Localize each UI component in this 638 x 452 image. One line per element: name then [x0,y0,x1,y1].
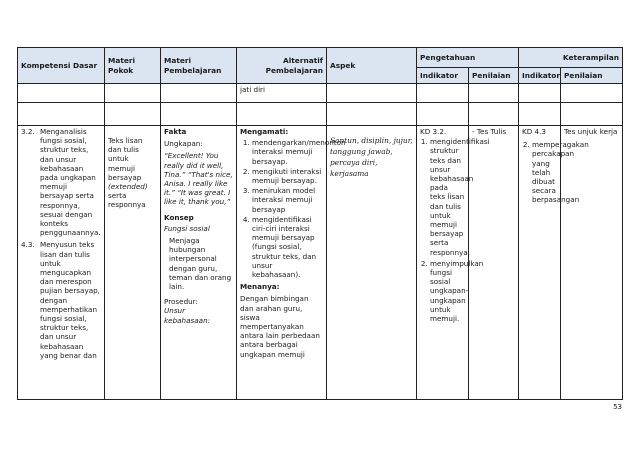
konsep-title: Konsep [164,212,194,222]
menanya-title: Menanya: [240,282,280,292]
list-item: 2. memperagakan percakapan yang telah dibuat secara berpasangan [532,140,557,204]
materi-pembelajaran-cell: Fakta Ungkapan: “Excellent! You really did it well, Tina.” “That's nice, Anisa. I really like it.” “It was great. I like it, thank you,” Konsep Fungsi sosial Menjaga hubungan interpersonal dengan guru, teman dan orang lain. Prosedur: Unsur kebahasaan: [161,126,237,400]
mengamati-title: Mengamati: [240,127,289,136]
list-item: 1. mendengarkan/menonton interaksi memuji bersayap. [252,138,323,166]
aspek-handwritten: Santun, disiplin, jujur, tanggung jawab, percaya diri, kerjasama [330,136,413,178]
header-materi-pembelajaran: Materi Pembelajaran [161,48,237,84]
header-alternatif: Alternatif Pembelajaran [237,48,327,84]
list-item: 3. menirukan model interaksi memuji bersayap [252,186,323,214]
alternatif-pembelajaran-cell: Mengamati: 1. mendengarkan/menonton interaksi memuji bersayap. 2. mengikuti interaksi memuji bersayap. 3. menirukan model interaksi memuji bersayap 4. mengidentifikasi ciri-ciri interaksi memuji bersayap (fungsi sosial, struktur teks, dan unsur kebahasaan). Menanya: Dengan bimbingan dan arahan guru, siswa mempertanyakan antara lain perbedaan antara berbagai ungkapan memuji [237,126,327,400]
rpp-table [17,47,623,400]
header-penilaian: Penilaian [469,68,519,84]
header-keterampilan: Keterampilan [519,48,623,68]
keterampilan-penilaian-cell: Tes unjuk kerja [561,126,623,400]
header-materi-pokok: Materi Pokok [105,48,161,84]
list-item: 1. mengidentifikasi struktur teks dan unsur kebahasaan pada teks lisan dan tulis untuk memuji bersayap serta responnya. [430,137,465,257]
kd-item: 3.2. Menganalisis fungsi sosial, struktur teks, dan unsur kebahasaan pada ungkapan memuji bersayap serta responnya, sesuai dengan konteks penggunaannya. [21,127,101,238]
list-item: 2. mengikuti interaksi memuji bersayap. [252,167,323,185]
carry-over-text: jati diri [237,84,327,103]
header-indikator-keterampilan: Indikator [519,68,561,84]
page-number: 53 [613,403,622,411]
header-aspek: Aspek [327,48,417,84]
pengetahuan-penilaian-cell: - Tes Tulis [469,126,519,400]
list-item: 4. mengidentifikasi ciri-ciri interaksi memuji bersayap (fungsi sosial, struktur teks, dan unsur kebahasaan). [252,215,323,279]
materi-pokok-cell: Teks lisan dan tulis untuk memuji bersayap (extended) serta responnya [105,126,161,400]
header-kd: Kompetensi Dasar [18,48,105,84]
header-indikator: Indikator [417,68,469,84]
aspek-cell [327,126,417,400]
header-penilaian-keterampilan: Penilaian [561,68,623,84]
header-pengetahuan: Pengetahuan [417,48,519,68]
keterampilan-indikator-cell: KD 4.3 2. memperagakan percakapan yang telah dibuat secara berpasangan [519,126,561,400]
fakta-title: Fakta [164,127,187,136]
kompetensi-dasar-cell [18,126,105,400]
example-quote: “Excellent! You really did it well, Tina.” “That's nice, Anisa. I really like it.” “It was great. I like it, thank you,” [164,151,233,207]
kd-item: 4.3. Menyusun teks lisan dan tulis untuk mengucapkan dan merespon pujian bersayap, dengan memperhatikan fungsi sosial, struktur teks, dan unsur kebahasaan yang benar dan [21,240,100,360]
pengetahuan-indikator-cell: KD 3.2. 1. mengidentifikasi struktur teks dan unsur kebahasaan pada teks lisan dan tulis untuk memuji bersayap serta responnya. 2. menyimpulkan fungsi sosial ungkapan-ungkapan untuk memuji. [417,126,469,400]
list-item: 2. menyimpulkan fungsi sosial ungkapan-ungkapan untuk memuji. [430,259,465,323]
